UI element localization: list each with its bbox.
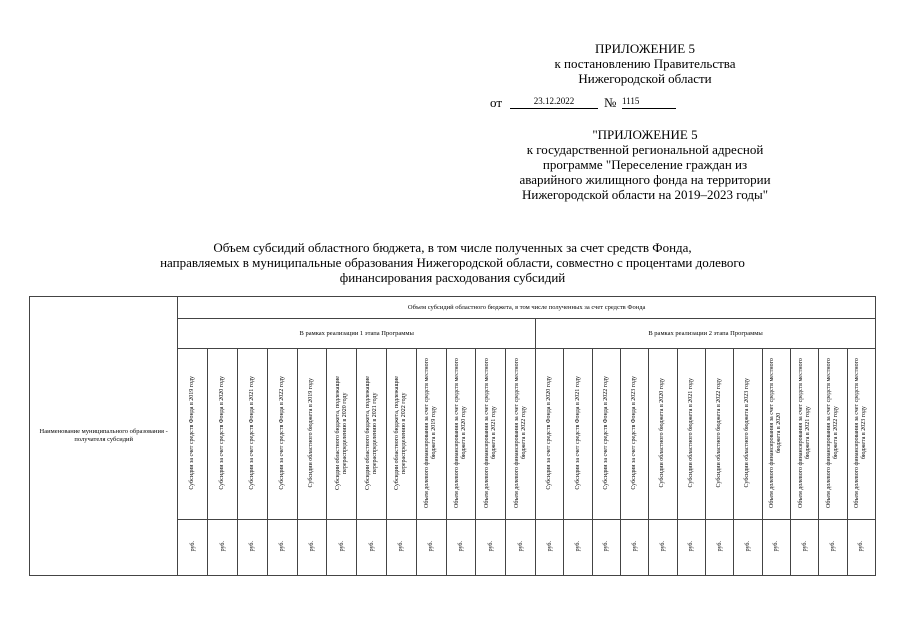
column-header	[734, 349, 762, 520]
column-header	[649, 349, 677, 520]
appendix-label: ПРИЛОЖЕНИЕ 5	[595, 41, 695, 56]
unit-cell	[208, 520, 238, 576]
column-header-label: Объем долевого финансирования за счет средств местного бюджета в 2023 году	[854, 358, 868, 508]
resolution-line-1: к постановлению Правительства	[554, 56, 736, 71]
unit-label: руб.	[368, 541, 375, 552]
title-line-3: финансирования расходования субсидий	[339, 270, 566, 285]
unit-cell	[705, 520, 733, 576]
quoted-appendix-line-4: Нижегородской области на 2019–2023 годы"	[521, 187, 769, 202]
column-header	[564, 349, 592, 520]
stage-1-header: В рамках реализации 1 этапа Программы	[178, 319, 536, 349]
column-header-label: Субсидии за счет средств Фонда в 2022 году	[602, 376, 609, 490]
column-header-label: Объем долевого финансирования за счет средств местного бюджета в 2022 году	[825, 358, 839, 508]
column-header-label: Субсидии за счет средств Фонда в 2021 году	[574, 376, 581, 490]
column-header	[446, 349, 476, 520]
column-header-label: Объем долевого финансирования за счет средств местного бюджета в 2020 году	[454, 358, 468, 508]
unit-label: руб.	[517, 541, 524, 552]
quoted-appendix-line-2: программе "Переселение граждан из	[542, 157, 748, 172]
unit-cell	[762, 520, 790, 576]
quoted-appendix-label: "ПРИЛОЖЕНИЕ 5	[592, 127, 698, 142]
column-header-label: Субсидии за счет средств Фонда в 2023 году	[631, 376, 638, 490]
unit-label: руб.	[575, 541, 582, 552]
unit-cell	[267, 520, 297, 576]
column-header	[208, 349, 238, 520]
column-header	[592, 349, 620, 520]
unit-cell	[476, 520, 506, 576]
unit-label: руб.	[219, 541, 226, 552]
column-header	[819, 349, 847, 520]
column-header-label: Субсидии областного бюджета, подлежащие перераспределению в 2020 году	[334, 376, 348, 490]
unit-cell	[387, 520, 417, 576]
title-line-1: Объем субсидий областного бюджета, в том числе полученных за счет средств Фонда,	[213, 240, 692, 255]
unit-label: руб.	[428, 541, 435, 552]
quoted-appendix-line-3: аварийного жилищного фонда на территории	[519, 172, 771, 187]
date-number-line	[490, 95, 690, 110]
column-header-label: Субсидии областного бюджета, подлежащие перераспределению в 2022 году	[394, 376, 408, 490]
column-header-label: Субсидии за счет средств Фонда в 2019 году	[189, 376, 196, 490]
column-header	[267, 349, 297, 520]
unit-label: руб.	[458, 541, 465, 552]
resolution-header	[430, 41, 860, 86]
column-header-label: Субсидии областного бюджета в 2023 году	[744, 378, 751, 488]
unit-label: руб.	[308, 541, 315, 552]
unit-cell	[621, 520, 649, 576]
date-value: 23.12.2022	[510, 95, 598, 109]
unit-label: руб.	[487, 541, 494, 552]
column-header-label: Субсидии областного бюджета в 2022 году	[716, 378, 723, 488]
column-header	[762, 349, 790, 520]
unit-cell	[649, 520, 677, 576]
column-header-label: Объем долевого финансирования за счет средств местного бюджета в 2020	[769, 358, 783, 508]
unit-cell	[592, 520, 620, 576]
column-header-label: Субсидии за счет средств Фонда в 2020 году	[219, 376, 226, 490]
unit-cell	[819, 520, 847, 576]
table-header-row-top	[30, 297, 876, 319]
stage-2-header: В рамках реализации 2 этапа Программы	[536, 319, 876, 349]
unit-cell	[178, 520, 208, 576]
unit-cell	[734, 520, 762, 576]
unit-label: руб.	[338, 541, 345, 552]
subsidy-table	[29, 296, 876, 576]
column-header-label: Субсидии областного бюджета в 2021 году	[687, 378, 694, 488]
row-header-municipality: Наименование муниципального образования - получателя субсидий	[30, 297, 178, 576]
unit-label: руб.	[829, 541, 836, 552]
column-header	[705, 349, 733, 520]
unit-label: руб.	[279, 541, 286, 552]
column-header-label: Субсидии областного бюджета, подлежащие перераспределению в 2021 году	[364, 376, 378, 490]
unit-cell	[847, 520, 875, 576]
unit-cell	[237, 520, 267, 576]
unit-label: руб.	[716, 541, 723, 552]
column-header	[416, 349, 446, 520]
column-header	[476, 349, 506, 520]
unit-label: руб.	[659, 541, 666, 552]
column-header	[327, 349, 357, 520]
top-header: Объем субсидий областного бюджета, в том числе полученных за счет средств Фонда	[178, 297, 876, 319]
column-header	[297, 349, 327, 520]
column-header	[790, 349, 818, 520]
column-header-label: Субсидии за счет средств Фонда в 2022 году	[278, 376, 285, 490]
unit-cell	[416, 520, 446, 576]
unit-label: руб.	[773, 541, 780, 552]
unit-label: руб.	[546, 541, 553, 552]
unit-cell	[790, 520, 818, 576]
column-header	[357, 349, 387, 520]
unit-label: руб.	[744, 541, 751, 552]
unit-cell	[357, 520, 387, 576]
column-header	[178, 349, 208, 520]
unit-cell	[677, 520, 705, 576]
column-header-label: Объем долевого финансирования за счет средств местного бюджета в 2021 году	[797, 358, 811, 508]
column-header	[387, 349, 417, 520]
number-value: 1115	[622, 95, 676, 109]
column-header-label: Субсидии за счет средств Фонда в 2021 году	[248, 376, 255, 490]
number-sign: №	[604, 95, 617, 110]
column-header-label: Объем долевого финансирования за счет средств местного бюджета в 2022 году	[513, 358, 527, 508]
column-header	[237, 349, 267, 520]
unit-label: руб.	[398, 541, 405, 552]
column-header-label: Субсидии областного бюджета в 2019 году	[308, 378, 315, 488]
column-header	[847, 349, 875, 520]
document-title	[130, 240, 775, 285]
unit-cell	[327, 520, 357, 576]
date-prefix: от	[490, 95, 503, 110]
quoted-appendix-line-1: к государственной региональной адресной	[526, 142, 764, 157]
unit-label: руб.	[858, 541, 865, 552]
unit-cell	[564, 520, 592, 576]
unit-label: руб.	[631, 541, 638, 552]
column-header-label: Субсидии областного бюджета в 2020 году	[659, 378, 666, 488]
column-header	[536, 349, 564, 520]
unit-cell	[536, 520, 564, 576]
unit-label: руб.	[189, 541, 196, 552]
unit-cell	[297, 520, 327, 576]
column-header-label: Объем долевого финансирования за счет средств местного бюджета в 2019 году	[424, 358, 438, 508]
column-header	[677, 349, 705, 520]
title-line-2: направляемых в муниципальные образования Нижегородской области, совместно с процентами долевого	[160, 255, 745, 270]
column-header	[506, 349, 536, 520]
unit-label: руб.	[688, 541, 695, 552]
unit-label: руб.	[249, 541, 256, 552]
unit-label: руб.	[801, 541, 808, 552]
resolution-line-2: Нижегородской области	[578, 71, 712, 86]
column-header-label: Объем долевого финансирования за счет средств местного бюджета в 2021 году	[483, 358, 497, 508]
unit-label: руб.	[603, 541, 610, 552]
unit-cell	[506, 520, 536, 576]
column-header-label: Субсидии за счет средств Фонда в 2020 году	[546, 376, 553, 490]
quoted-appendix	[430, 127, 860, 202]
unit-cell	[446, 520, 476, 576]
column-header	[621, 349, 649, 520]
